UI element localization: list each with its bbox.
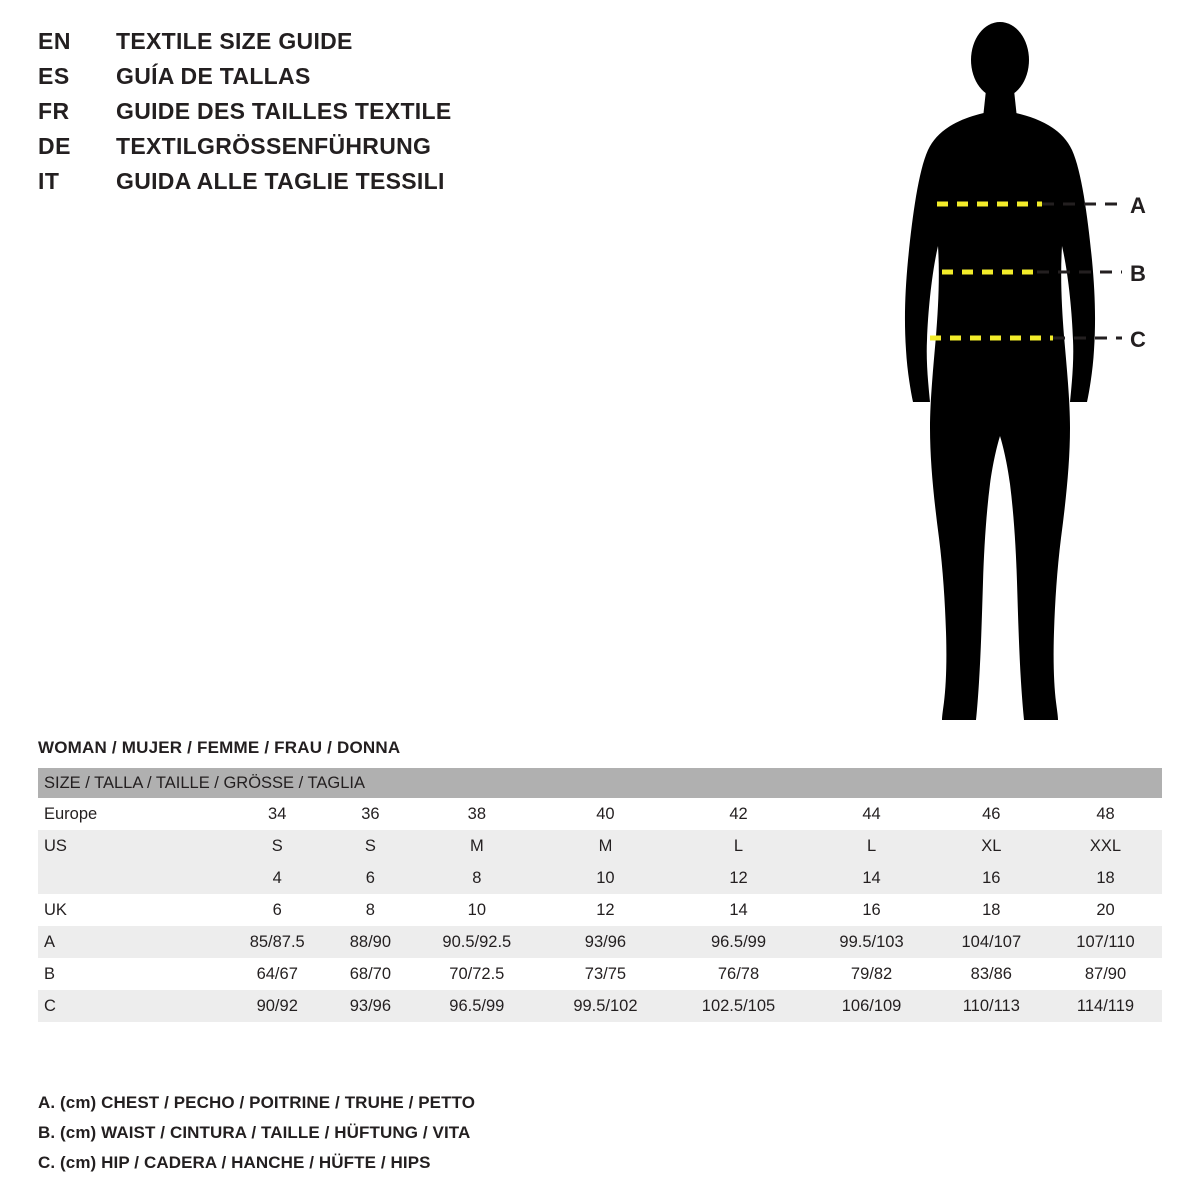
- cell: M: [410, 830, 543, 862]
- table-row: [38, 894, 1162, 926]
- measure-label-b: B: [1130, 261, 1146, 286]
- cell: S: [224, 830, 330, 862]
- cell: 93/96: [330, 990, 410, 1022]
- title-text-de: TEXTILGRÖSSENFÜHRUNG: [116, 133, 432, 159]
- title-text-it: GUIDA ALLE TAGLIE TESSILI: [116, 168, 445, 194]
- title-row: [38, 63, 598, 98]
- cell: 110/113: [934, 990, 1049, 1022]
- table-row: [38, 798, 1162, 830]
- cell: 8: [410, 862, 543, 894]
- row-label-c: C: [38, 990, 224, 1022]
- language-code-de: DE: [38, 133, 71, 159]
- female-silhouette-figure: [860, 10, 1190, 750]
- cell: XL: [934, 830, 1049, 862]
- cell: 4: [224, 862, 330, 894]
- title-text-es: GUÍA DE TALLAS: [116, 63, 311, 89]
- footnote-waist: B. (cm) WAIST / CINTURA / TAILLE / HÜFTUNG / VITA: [38, 1123, 471, 1142]
- cell: 20: [1049, 894, 1162, 926]
- cell: 107/110: [1049, 926, 1162, 958]
- cell: 18: [934, 894, 1049, 926]
- cell: 42: [668, 798, 810, 830]
- measure-label-a: A: [1130, 193, 1146, 218]
- cell: 36: [330, 798, 410, 830]
- title-block: [38, 28, 598, 203]
- cell: M: [543, 830, 667, 862]
- cell: 14: [809, 862, 933, 894]
- cell: 85/87.5: [224, 926, 330, 958]
- cell: 10: [543, 862, 667, 894]
- table-row: [38, 990, 1162, 1022]
- table-row: [38, 958, 1162, 990]
- woman-silhouette-shape: [905, 22, 1095, 720]
- cell: 87/90: [1049, 958, 1162, 990]
- title-text-en: TEXTILE SIZE GUIDE: [116, 28, 353, 54]
- footnotes: [38, 1088, 838, 1178]
- cell: 12: [668, 862, 810, 894]
- footnote-chest: A. (cm) CHEST / PECHO / POITRINE / TRUHE / PETTO: [38, 1093, 476, 1112]
- row-label-b: B: [38, 958, 224, 990]
- cell: 8: [330, 894, 410, 926]
- cell: S: [330, 830, 410, 862]
- cell: 48: [1049, 798, 1162, 830]
- size-table-section: [38, 738, 1162, 1022]
- cell: 76/78: [668, 958, 810, 990]
- silhouette-svg: [860, 10, 1190, 750]
- row-label-uk: UK: [38, 894, 224, 926]
- language-code-fr: FR: [38, 98, 70, 124]
- row-label-a: A: [38, 926, 224, 958]
- cell: 70/72.5: [410, 958, 543, 990]
- cell: 16: [809, 894, 933, 926]
- row-label-europe: Europe: [38, 798, 224, 830]
- cell: 99.5/102: [543, 990, 667, 1022]
- title-text-fr: GUIDE DES TAILLES TEXTILE: [116, 98, 452, 124]
- title-row: [38, 133, 598, 168]
- title-row: [38, 28, 598, 63]
- cell: 102.5/105: [668, 990, 810, 1022]
- title-row: [38, 168, 598, 203]
- cell: 68/70: [330, 958, 410, 990]
- cell: 79/82: [809, 958, 933, 990]
- cell: 6: [224, 894, 330, 926]
- footnote-hip: C. (cm) HIP / CADERA / HANCHE / HÜFTE / HIPS: [38, 1153, 431, 1172]
- row-label-us: US: [38, 830, 224, 862]
- cell: 10: [410, 894, 543, 926]
- cell: 99.5/103: [809, 926, 933, 958]
- cell: 90/92: [224, 990, 330, 1022]
- cell: 38: [410, 798, 543, 830]
- cell: 96.5/99: [410, 990, 543, 1022]
- cell: 14: [668, 894, 810, 926]
- table-row: [38, 862, 1162, 894]
- row-label-us-numeric: [38, 862, 224, 894]
- table-header-label: SIZE / TALLA / TAILLE / GRÖSSE / TAGLIA: [38, 768, 1162, 798]
- cell: 34: [224, 798, 330, 830]
- cell: L: [809, 830, 933, 862]
- cell: 93/96: [543, 926, 667, 958]
- table-header-row: [38, 768, 1162, 798]
- cell: 64/67: [224, 958, 330, 990]
- size-table: [38, 768, 1162, 1022]
- cell: 73/75: [543, 958, 667, 990]
- cell: 96.5/99: [668, 926, 810, 958]
- cell: 16: [934, 862, 1049, 894]
- table-caption: WOMAN / MUJER / FEMME / FRAU / DONNA: [38, 738, 401, 757]
- language-code-es: ES: [38, 63, 70, 89]
- cell: 44: [809, 798, 933, 830]
- table-row: [38, 926, 1162, 958]
- cell: XXL: [1049, 830, 1162, 862]
- cell: 114/119: [1049, 990, 1162, 1022]
- cell: L: [668, 830, 810, 862]
- cell: 46: [934, 798, 1049, 830]
- cell: 18: [1049, 862, 1162, 894]
- measure-label-c: C: [1130, 327, 1146, 352]
- title-row: [38, 98, 598, 133]
- cell: 6: [330, 862, 410, 894]
- language-code-en: EN: [38, 28, 71, 54]
- cell: 88/90: [330, 926, 410, 958]
- cell: 83/86: [934, 958, 1049, 990]
- table-row: [38, 830, 1162, 862]
- cell: 12: [543, 894, 667, 926]
- cell: 40: [543, 798, 667, 830]
- cell: 90.5/92.5: [410, 926, 543, 958]
- cell: 106/109: [809, 990, 933, 1022]
- cell: 104/107: [934, 926, 1049, 958]
- language-code-it: IT: [38, 168, 60, 194]
